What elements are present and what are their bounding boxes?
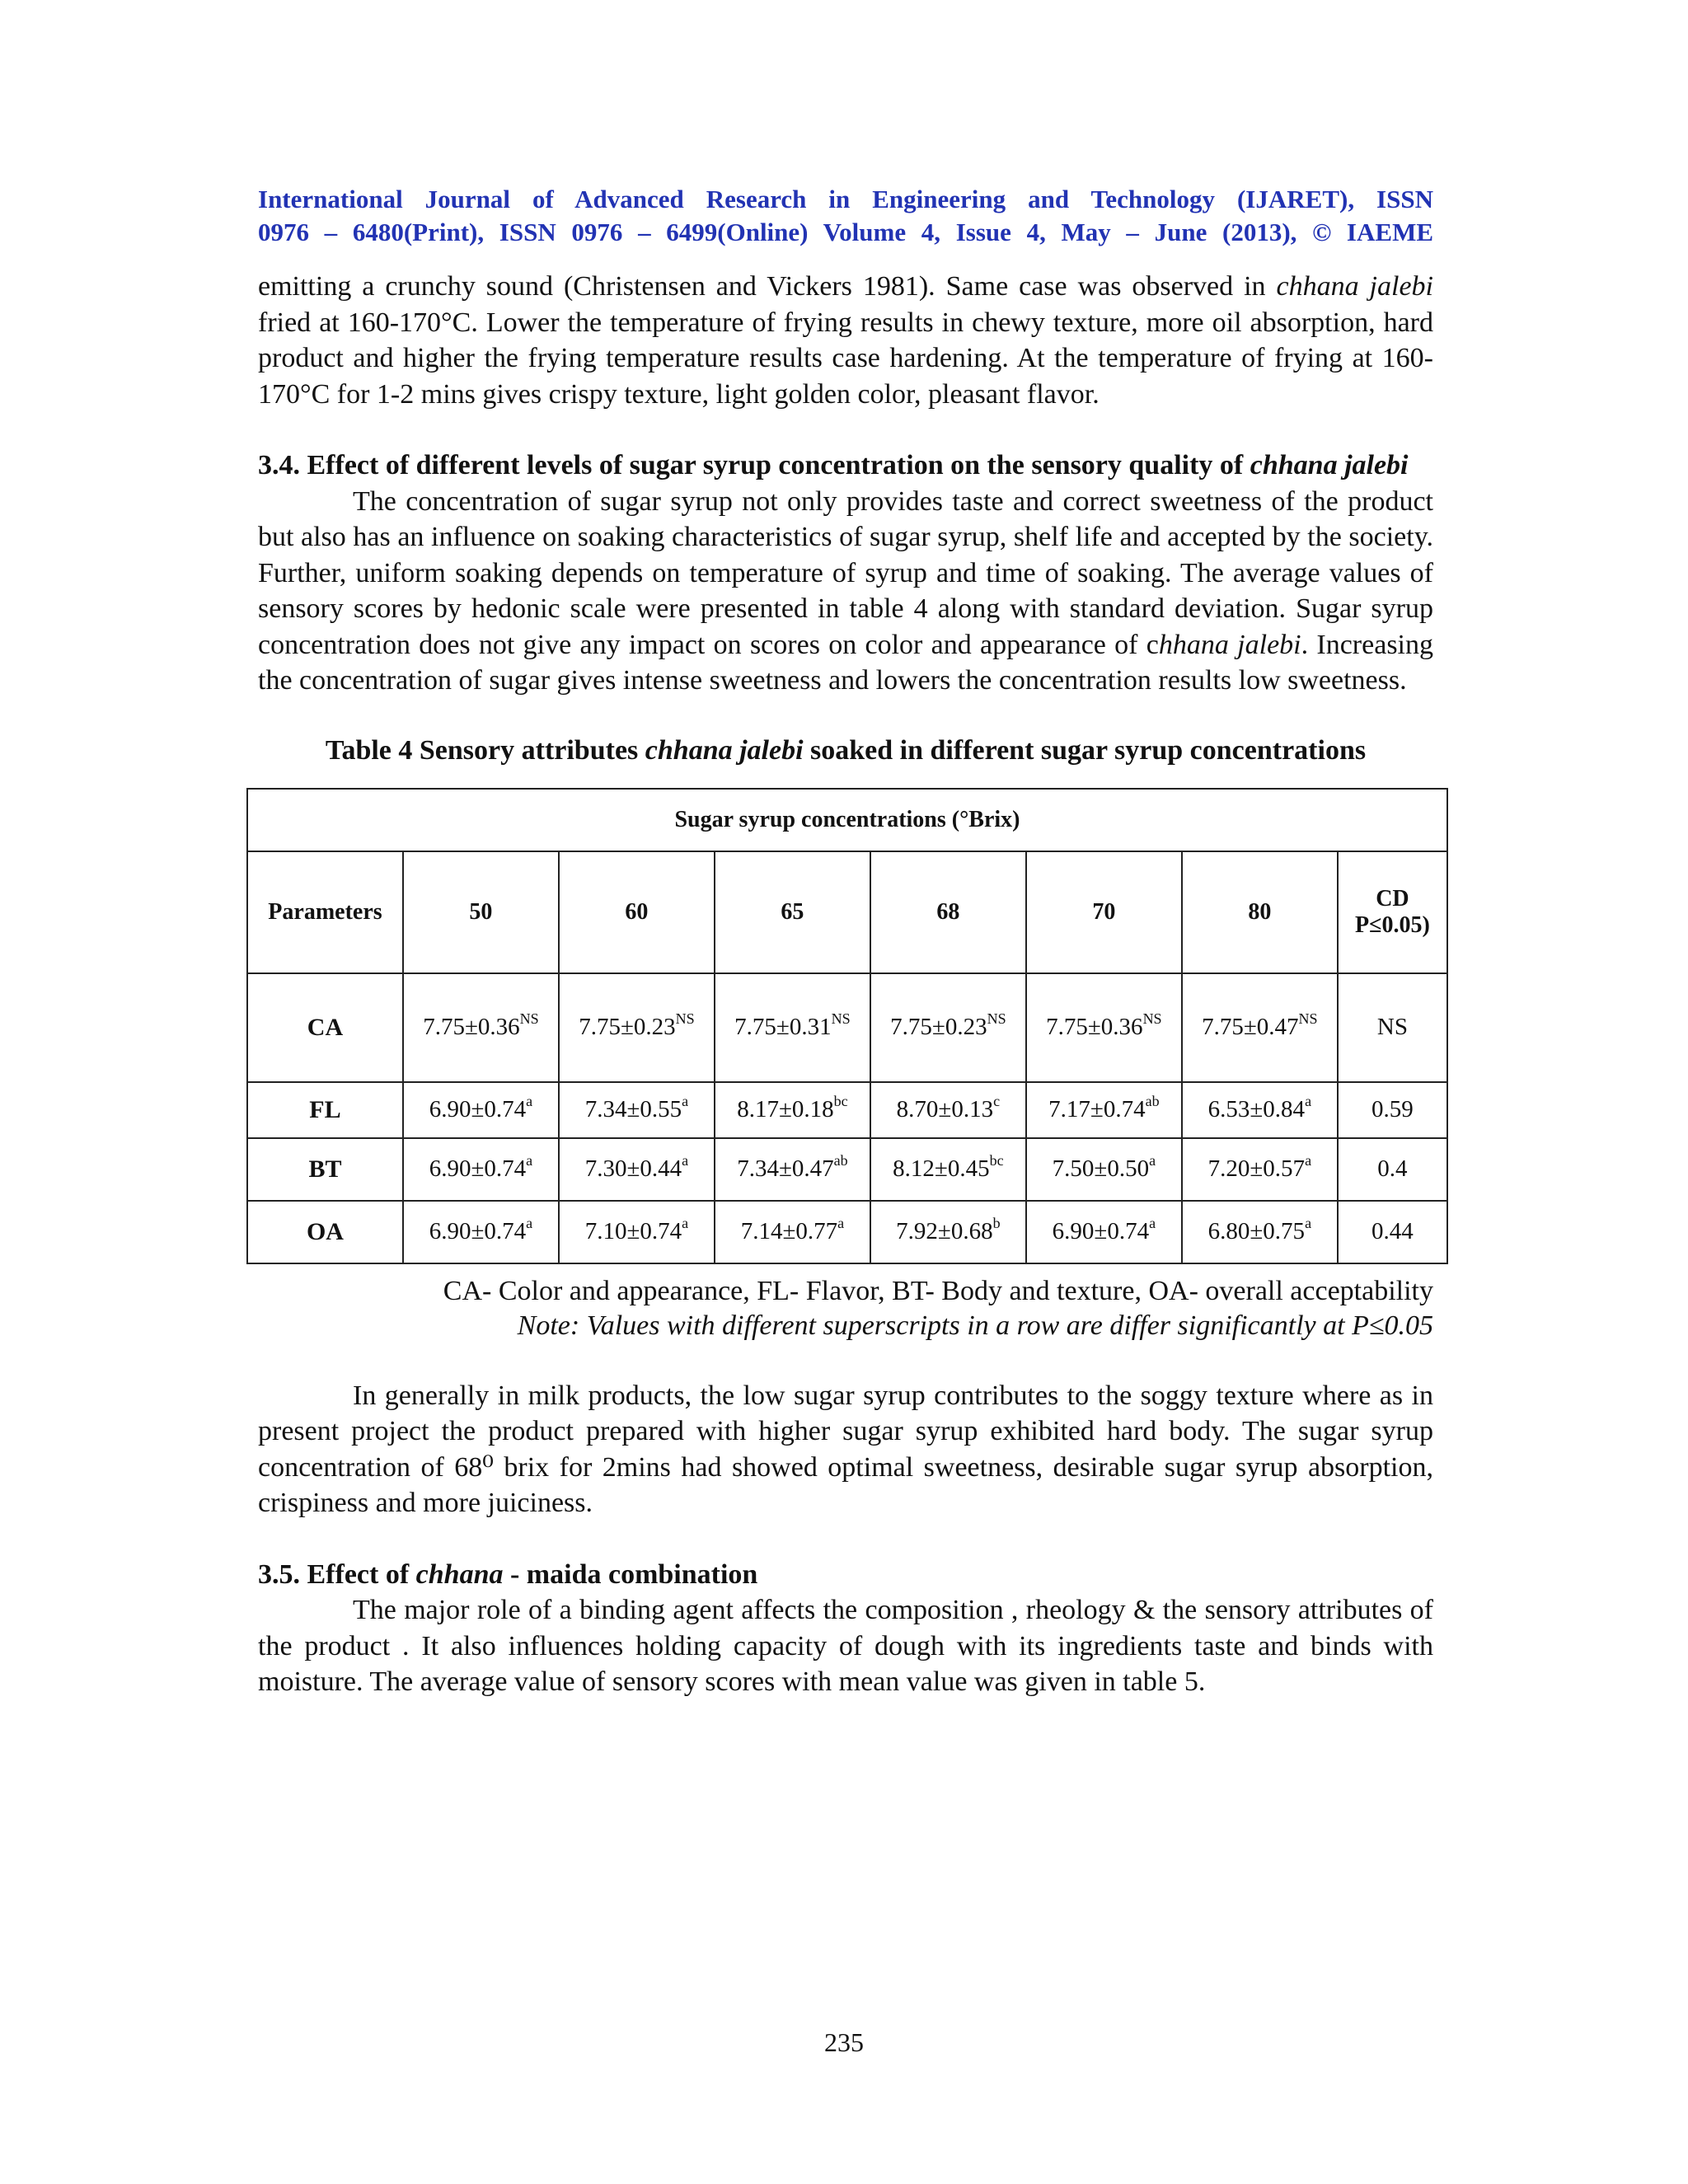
cell-value: 6.90±0.74 [429, 1096, 527, 1122]
intro-text-1: emitting a crunchy sound (Christensen and Vickers 1981). Same case was observed in [258, 271, 1277, 302]
section-3-4-text: The concentration of sugar syrup not only provides taste and correct sweetness of the product but also has an influence on soaking characteristics of sugar syrup, shelf life and accepted by the society. Further, uniform soaking depends on temperature of syrup and time of soaking. The average values of sensory scores by hedonic scale were presented in table 4 along with standard deviation. Sugar syrup concentration does not give any impact on scores on color and appearance of c [258, 485, 1433, 660]
table-cell [1182, 1138, 1338, 1201]
table-4 [246, 788, 1448, 1264]
table-cell [1026, 973, 1182, 1082]
cell-value: 6.90±0.74 [429, 1155, 527, 1182]
table-cell [559, 973, 715, 1082]
table-cell [403, 973, 559, 1082]
cell-value: 6.53±0.84 [1207, 1096, 1306, 1122]
cell-superscript: c [993, 1093, 1001, 1110]
cell-value: 7.75±0.36 [1046, 1014, 1143, 1040]
parameters-header: Parameters [247, 851, 403, 973]
header-line-2: 0976 – 6480(Print), ISSN 0976 – 6499(Online) Volume 4, Issue 4, May – June (2013), © IAEME [258, 218, 1433, 246]
column-header: 80 [1182, 851, 1338, 973]
table-cell [1182, 1082, 1338, 1138]
intro-text-3: fried at 160-170°C. Lower the temperature of frying results in chewy texture, more oil absorption, hard product and higher the frying temperature results case hardening. At the temperature of frying at 160-170°C for 1-2 mins gives crispy texture, light golden color, pleasant flavor. [258, 307, 1433, 410]
post-table-paragraph: In generally in milk products, the low sugar syrup contributes to the soggy texture where as in present project the product prepared with higher sugar syrup exhibited hard body. The sugar syrup concentration of 68⁰ brix for 2mins had showed optimal sweetness, desirable sugar syrup absorption, crispiness and more juiciness. [258, 1380, 1433, 1518]
cell-value: 8.12±0.45 [893, 1155, 990, 1182]
cell-superscript: a [682, 1093, 689, 1110]
column-header: 60 [559, 851, 715, 973]
cell-value: 6.80±0.75 [1207, 1218, 1306, 1244]
cell-value: 8.17±0.18 [737, 1096, 834, 1122]
section-3-4-heading-text: 3.4. Effect of different levels of sugar syrup concentration on the sensory quality of [258, 450, 1250, 480]
cell-value: 7.75±0.47 [1202, 1014, 1299, 1040]
section-3-5-heading-b: - maida combination [503, 1558, 758, 1590]
table-cell [403, 1201, 559, 1263]
section-3-4-heading [258, 448, 1433, 484]
cell-superscript: ab [833, 1152, 848, 1169]
table-cell [1182, 1201, 1338, 1263]
cell-value: 7.50±0.50 [1052, 1155, 1150, 1182]
cell-value: 7.75±0.31 [734, 1014, 832, 1040]
cell-superscript: a [526, 1152, 533, 1169]
table-cell [559, 1201, 715, 1263]
table-cell [559, 1138, 715, 1201]
table-row [247, 973, 1447, 1082]
cell-superscript: b [992, 1215, 1001, 1232]
cd-cell: 0.59 [1338, 1082, 1447, 1138]
table-cell [1026, 1201, 1182, 1263]
table-note: Note: Values with different superscripts in a row are differ significantly at P≤0.05 [517, 1310, 1433, 1341]
table-cell [715, 1138, 870, 1201]
cd-cell: 0.4 [1338, 1138, 1447, 1201]
cell-value: 7.10±0.74 [584, 1218, 682, 1244]
cell-value: 7.75±0.23 [890, 1014, 987, 1040]
table-cell [870, 1082, 1026, 1138]
column-header: 50 [403, 851, 559, 973]
cell-value: 7.14±0.77 [740, 1218, 838, 1244]
cell-superscript: NS [1298, 1010, 1318, 1028]
page-number: 235 [824, 2027, 864, 2057]
intro-paragraph [258, 269, 1433, 412]
section-3-4-heading-em: chhana jalebi [1250, 450, 1409, 480]
cell-superscript: a [526, 1093, 533, 1110]
table-cell [870, 973, 1026, 1082]
table-cell [870, 1138, 1026, 1201]
section-3-5-heading-em: chhana [415, 1558, 504, 1590]
table-row [247, 1201, 1447, 1263]
cell-value: 7.34±0.47 [737, 1155, 834, 1182]
section-3-5-paragraph: The major role of a binding agent affects the composition , rheology & the sensory attributes of the product . It also influences holding capacity of dough with its ingredients taste and binds with moisture. The average value of sensory scores with mean value was given in table 5. [258, 1595, 1433, 1697]
section-3-4-text-em: hhana jalebi [1158, 629, 1301, 660]
cd-header [1338, 851, 1447, 973]
column-header: 70 [1026, 851, 1182, 973]
table-cell [715, 1201, 870, 1263]
cell-value: 7.75±0.36 [423, 1014, 520, 1040]
header-line-1: International Journal of Advanced Research in Engineering and Technology (IJARET), ISSN [258, 185, 1433, 213]
caption-part-a: Table 4 Sensory attributes [325, 734, 645, 766]
table-cell [715, 1082, 870, 1138]
section-3-5-heading [258, 1557, 1433, 1593]
cd-cell: NS [1338, 973, 1447, 1082]
cell-superscript: bc [833, 1093, 848, 1110]
table-cell [1026, 1082, 1182, 1138]
column-header: 68 [870, 851, 1026, 973]
cell-value: 6.90±0.74 [429, 1218, 527, 1244]
row-label: FL [247, 1082, 403, 1138]
row-label: CA [247, 973, 403, 1082]
cell-superscript: a [1149, 1152, 1156, 1169]
page-content [258, 183, 1433, 1700]
table-cell [403, 1138, 559, 1201]
cell-superscript: a [682, 1152, 689, 1169]
cell-superscript: a [1305, 1093, 1312, 1110]
table-column-header-row [247, 851, 1447, 973]
table-cell [715, 973, 870, 1082]
table-4-caption [258, 735, 1433, 766]
cell-value: 7.92±0.68 [896, 1218, 993, 1244]
section-3-4-paragraph [258, 484, 1433, 699]
legend-abbreviations: CA- Color and appearance, FL- Flavor, BT- Body and texture, OA- overall acceptability [443, 1275, 1433, 1306]
row-label: OA [247, 1201, 403, 1263]
cd-cell: 0.44 [1338, 1201, 1447, 1263]
group-header: Sugar syrup concentrations (°Brix) [247, 789, 1447, 851]
cell-superscript: a [526, 1215, 533, 1232]
table-cell [403, 1082, 559, 1138]
cell-superscript: NS [675, 1010, 695, 1028]
cell-superscript: bc [989, 1152, 1004, 1169]
cell-superscript: ab [1145, 1093, 1160, 1110]
column-header: 65 [715, 851, 870, 973]
cell-value: 7.34±0.55 [584, 1096, 682, 1122]
cell-value: 7.17±0.74 [1048, 1096, 1146, 1122]
cell-value: 8.70±0.13 [896, 1096, 994, 1122]
section-3-4-text-end: . Increasing the concentration of sugar gives intense sweetness and lowers the concentration results low sweetness. [258, 629, 1433, 696]
cell-value: 7.30±0.44 [584, 1155, 682, 1182]
caption-part-b: soaked in different sugar syrup concentrations [803, 734, 1367, 766]
cell-superscript: a [837, 1215, 845, 1232]
cell-value: 7.20±0.57 [1207, 1155, 1306, 1182]
cell-superscript: NS [1142, 1010, 1162, 1028]
cd-header-line-1: CD [1376, 885, 1409, 912]
table-row [247, 1138, 1447, 1201]
cd-header-line-2: P≤0.05) [1355, 912, 1430, 938]
cell-superscript: NS [519, 1010, 539, 1028]
cell-value: 6.90±0.74 [1052, 1218, 1150, 1244]
caption-em: chhana jalebi [645, 734, 804, 766]
cell-value: 7.75±0.23 [579, 1014, 676, 1040]
section-3-5-heading-a: 3.5. Effect of [258, 1558, 416, 1590]
table-cell [870, 1201, 1026, 1263]
table-cell [559, 1082, 715, 1138]
cell-superscript: NS [831, 1010, 851, 1028]
table-cell [1182, 973, 1338, 1082]
journal-header [258, 183, 1433, 249]
table-group-header-row [247, 789, 1447, 851]
cell-superscript: a [682, 1215, 689, 1232]
row-label: BT [247, 1138, 403, 1201]
intro-text-em: chhana jalebi [1276, 271, 1433, 302]
cell-superscript: a [1305, 1215, 1312, 1232]
table-cell [1026, 1138, 1182, 1201]
table-legend [258, 1274, 1433, 1343]
table-row [247, 1082, 1447, 1138]
cell-superscript: NS [987, 1010, 1006, 1028]
cell-superscript: a [1149, 1215, 1156, 1232]
cell-superscript: a [1305, 1152, 1312, 1169]
